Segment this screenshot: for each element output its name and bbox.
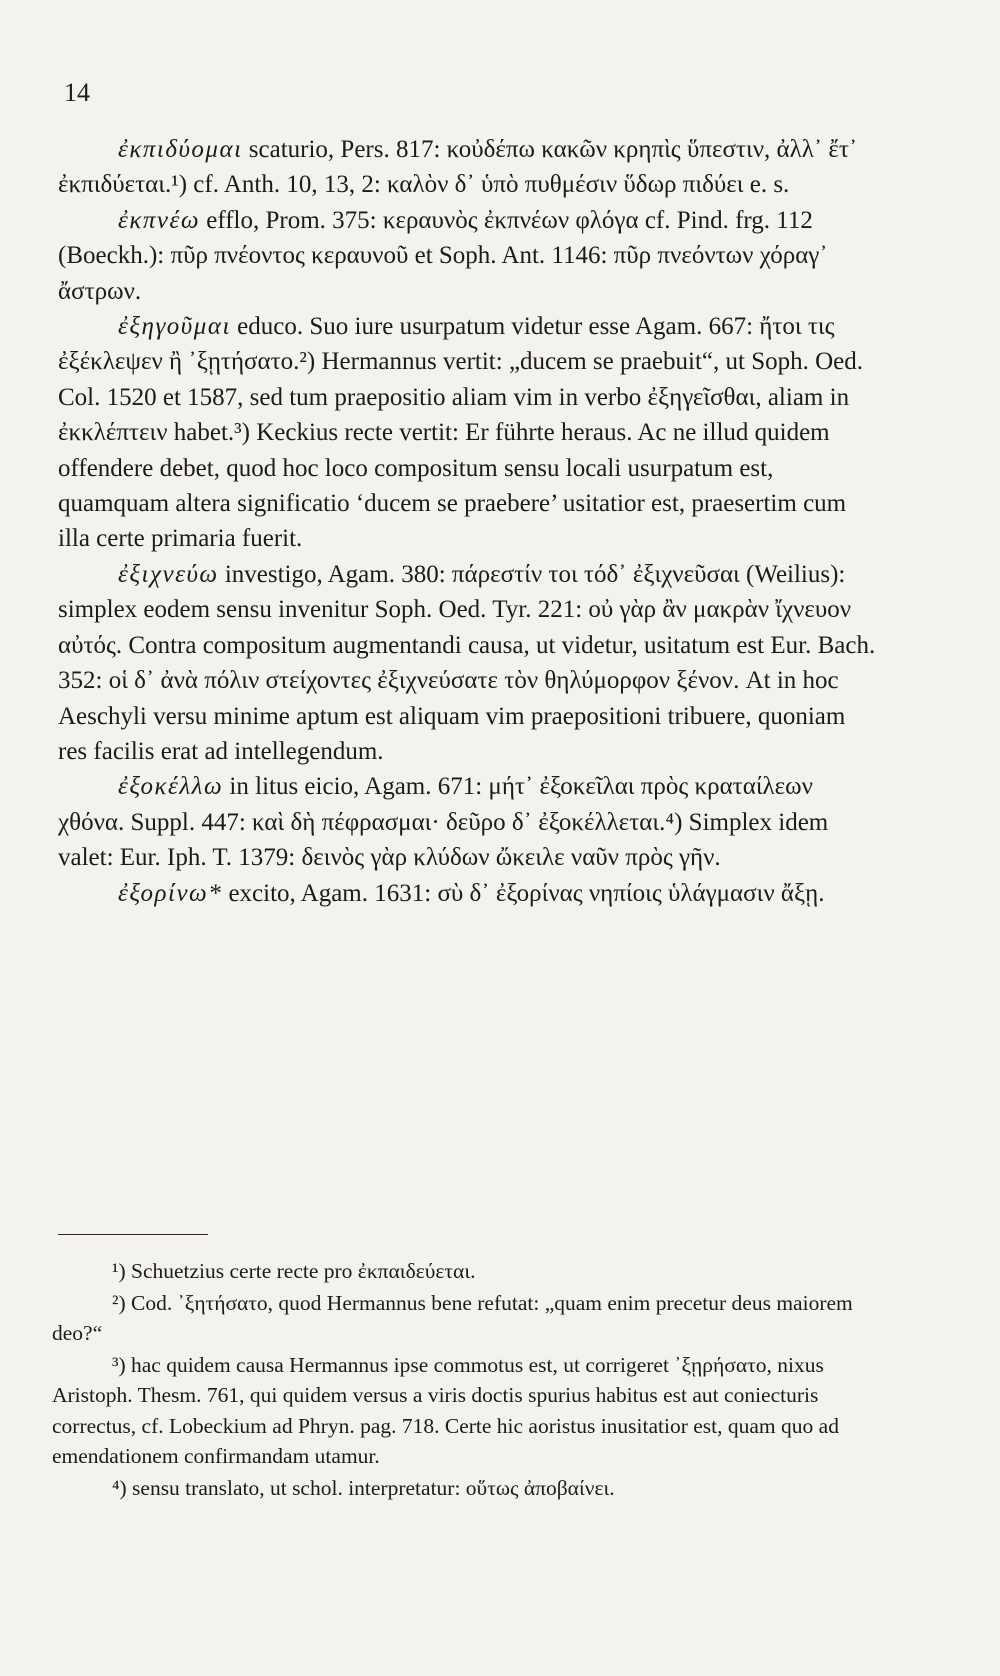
entry-exichneuo — [58, 557, 880, 769]
entry-ekpiduomai — [58, 132, 880, 203]
entry-lemma: ἐξορίνω* — [118, 879, 223, 907]
entry-lemma: ἐξηγοῦμαι — [118, 313, 231, 341]
entry-exegoumai — [58, 309, 880, 557]
entry-text: investigo, Agam. 380: πάρεστίν τοι τόδ᾽ ἐξιχνεῦσαι (Weilius): simplex eodem sensu invenitur Soph. Oed. Tyr. 221: οὐ γὰρ ἂν μακρὰν ἴχνευον αὐτός. Contra compositum augmentandi causa, ut videtur, usitatum est Eur. Bach. 352: οἱ δ᾽ ἀνὰ πόλιν στείχοντες ἐξιχνεύσατε τὸν θηλύμορφον ξένον. At in hoc Aeschyli versu minime aptum est aliquam vim praepositioni tribuere, quoniam res facilis erat ad intellegendum. — [58, 560, 876, 765]
entry-lemma: ἐκπνέω — [118, 206, 200, 234]
footnote-2: ²) Cod. ᾿ξητήσατο, quod Hermannus bene refutat: „quam enim precetur deus maiorem deo?“ — [52, 1290, 853, 1345]
main-text — [58, 132, 880, 911]
entry-text: scaturio, Pers. 817: κοὐδέπω κακῶν κρηπὶς ὕπεστιν, ἀλλ᾽ ἔτ᾽ ἐκπιδύεται.¹) cf. Anth. 10, 13, 2: καλὸν δ᾽ ὑπὸ πυθμέσιν ὕδωρ πιδύει e. s. — [58, 136, 858, 199]
footnote-4: ⁴) sensu translato, ut schol. interpretatur: οὕτως ἀποβαίνει. — [112, 1475, 615, 1500]
entry-ekpneo — [58, 203, 880, 309]
page-number: 14 — [64, 78, 90, 107]
entry-text: excito, Agam. 1631: σὺ δ᾽ ἐξορίνας νηπίοις ὑλάγμασιν ἄξῃ. — [228, 879, 825, 907]
footnote-1: ¹) Schuetzius certe recte pro ἐκπαιδεύεται. — [112, 1259, 476, 1283]
entry-text: educo. Suo iure usurpatum videtur esse Agam. 667: ἤτοι τις ἐξέκλεψεν ἢ ᾿ξῃτήσατο.²) Hermannus vertit: „ducem se praebuit“, ut Soph. Oed. Col. 1520 et 1587, sed tum praepositio aliam vim in verbo ἐξηγεῖσθαι, aliam in ἐκκλέπτειν habet.³) Keckius recte vertit: Er führte heraus. Ac ne illud quidem offendere debet, quod hoc loco compositum sensu locali usurpatum est, quamquam altera significatio ‘ducem se praebere’ usitatior est, praesertim cum illa certe primaria fuerit. — [58, 313, 864, 553]
footnotes — [52, 1256, 874, 1504]
entry-exokello — [58, 769, 880, 875]
entry-exorino — [58, 876, 880, 911]
entry-lemma: ἐξοκέλλω — [118, 773, 224, 801]
footnote-3: ³) hac quidem causa Hermannus ipse commotus est, ut corrigeret ᾿ξῃρήσατο, nixus Aristoph. Thesm. 761, qui quidem versus a viris doctis spurius habitus est aut coniecturis correctus, cf. Lobeckium ad Phryn. pag. 718. Certe hic aoristus inusitatior est, quam quo ad emendationem confirmandam utamur. — [52, 1352, 839, 1468]
entry-lemma: ἐκπιδύομαι — [118, 136, 243, 163]
entry-text: in litus eicio, Agam. 671: μήτ᾽ ἐξοκεῖλαι πρὸς κραταίλεων χθόνα. Suppl. 447: καὶ δὴ πέφρασμαι· δεῦρο δ᾽ ἐξοκέλλεται.⁴) Simplex idem valet: Eur. Iph. T. 1379: δεινὸς γὰρ κλύδων ὤκειλε ναῦν πρὸς γῆν. — [58, 773, 829, 872]
footnote-divider — [58, 1234, 208, 1235]
entry-lemma: ἐξιχνεύω — [118, 560, 219, 588]
entry-text: efflo, Prom. 375: κεραυνὸς ἐκπνέων φλόγα cf. Pind. frg. 112 (Boeckh.): πῦρ πνέοντος κεραυνοῦ et Soph. Ant. 1146: πῦρ πνεόντων χόραγ᾽ ἄστρων. — [58, 206, 828, 305]
